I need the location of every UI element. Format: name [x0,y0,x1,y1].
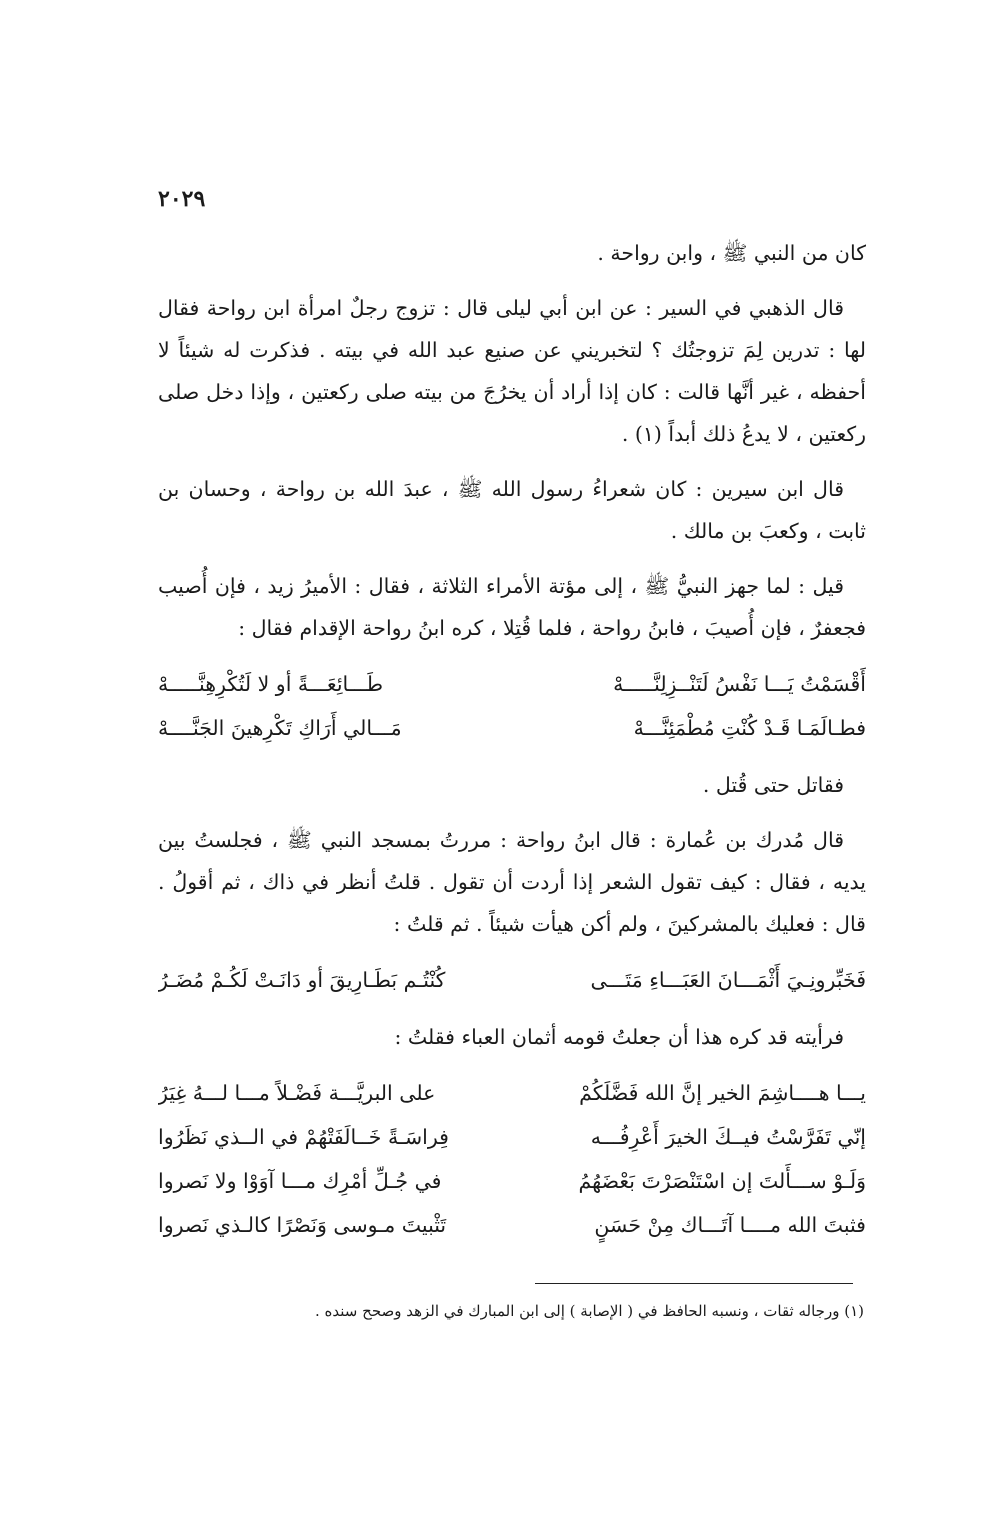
page-body [158,232,866,1261]
verse-first-hemistich: فطـالَمَـا قَـدْ كُنْتِ مُطْمَئِنَّـــهْ [633,716,866,740]
verse-first-hemistich: أَقْسَمْتُ يَـــا نَفْسُ لَتَنْــزِلِنَّـــــهْ [613,672,866,696]
verse-line [158,1115,866,1159]
verse-first-hemistich: فثبتَ الله مــــا آتَـــاك مِنْ حَسَنٍ [594,1213,866,1237]
paragraph: قال الذهبي في السير : عن ابن أبي ليلى قال : تزوج رجلٌ امرأة ابن رواحة فقال لها : تدرين لِمَ تزوجتُك ؟ لتخبريني عن صنيع عبد الله في بيته . فذكرت له شيئاً لا أحفظه ، غير أنَّها قالت : كان إذا أراد أن يخرُجَ من بيته صلى ركعتين ، وإذا دخل صلى ركعتين ، لا يدعُ ذلك أبداً (١) . [158,296,867,446]
verse-line [158,1203,866,1247]
footnote-separator [535,1283,853,1284]
paragraph: كان من النبي ﷺ ، وابن رواحة . [597,241,866,265]
verse-second-hemistich: فِراسَـةً خَــالَفَتْهُمْ في الــذي نَظَرُوا [158,1125,449,1149]
verse-line [158,662,866,706]
verse-line [158,958,866,1002]
paragraph: قال ابن سيرين : كان شعراءُ رسول الله ﷺ ، عبدَ الله بن رواحة ، وحسان بن ثابت ، وكعبَ بن مالك . [158,477,866,543]
verse-first-hemistich: وَلَـوْ ســـأَلتَ إن اسْتَنْصَرْتَ بَعْضَهُمُ [578,1169,866,1193]
paragraph: فرأيته قد كره هذا أن جعلتُ قومه أثمان العباء فقلتُ : [394,1025,844,1049]
verse-second-hemistich: مَـــالي أَرَاكِ تَكْرِهينَ الجَنَّــــهْ [158,716,402,740]
verse-line [158,1159,866,1203]
footnote: (١) ورجاله ثقات ، ونسبه الحافظ في ( الإصابة ) إلى ابن المبارك في الزهد وصحح سنده . [315,1302,864,1320]
verse-line [158,706,866,750]
verse-first-hemistich: إنّي تَفَرَّسْتُ فيــكَ الخيرَ أَعْرِفُـــه [590,1125,866,1149]
verse-second-hemistich: كُنْتُـم بَطَـارِيقَ أو دَانَـتْ لَكُـمْ مُضَـرُ [158,968,446,992]
verse-second-hemistich: على البريَّـــة فَضْـلاً مـــا لـــهُ غِيَرُ [158,1081,436,1105]
paragraph: قال مُدرك بن عُمارة : قال ابنُ رواحة : مررتُ بمسجد النبي ﷺ ، فجلستُ بين يديه ، فقال : كيف تقول الشعر إذا أردت أن تقول . قلتُ أنظر في ذاك ، ثم أقولُ . قال : فعليك بالمشركينَ ، ولم أكن هيأت شيئاً . ثم قلتُ : [158,828,866,936]
paragraph: فقاتل حتى قُتل . [702,773,844,797]
verse-second-hemistich: تَثْبيتَ مـوسى وَنَصْرًا كالـذي نَصروا [158,1213,447,1237]
verse-second-hemistich: طَـــائِعَـــةً أو لا لَتُكْرِهِنَّـــــهْ [158,672,384,696]
verse-first-hemistich: يـــا هــــاشِمَ الخير إنَّ الله فَضَّلَكُمْ [579,1081,866,1105]
page-number: ٢٠٢٩ [158,186,206,212]
poem-block [158,958,866,1002]
poem-block [158,1071,866,1247]
verse-line [158,1071,866,1115]
verse-first-hemistich: فَخَبِّرونِـيَ أَثْمَـــانَ العَبَـــاءِ مَتَـــى [590,968,866,992]
poem-block [158,662,866,750]
verse-second-hemistich: في جُـلِّ أمْرِك مـــا آوَوْا ولا نَصروا [158,1169,442,1193]
paragraph: قيل : لما جهز النبيُّ ﷺ ، إلى مؤتة الأمراء الثلاثة ، فقال : الأميرُ زيد ، فإن أُصيب فجعفرٌ ، فإن أُصيبَ ، فابنُ رواحة ، فلما قُتِلا ، كره ابنُ رواحة الإقدام فقال : [158,574,866,640]
